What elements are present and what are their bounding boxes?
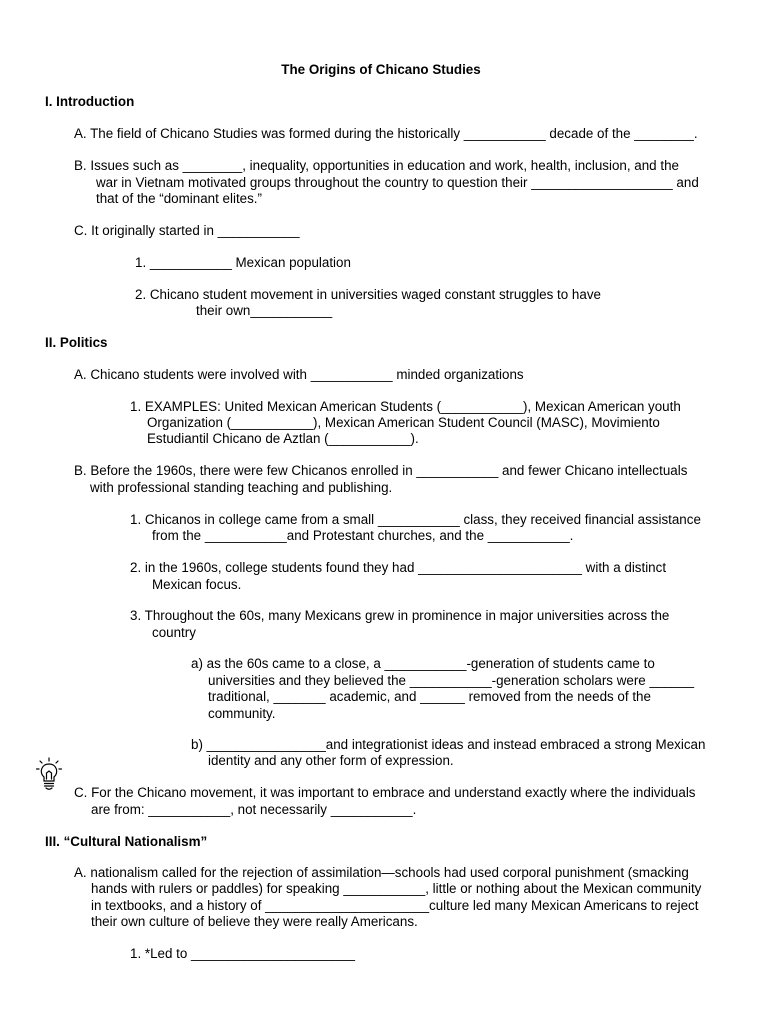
intro-item-c: C. It originally started in ___________: [74, 223, 300, 238]
intro-item-b-line3: that of the “dominant elites.”: [96, 191, 262, 206]
politics-item-b2-line2: Mexican focus.: [152, 577, 242, 592]
section-heading-cultural-nationalism: III. “Cultural Nationalism”: [45, 834, 208, 849]
politics-item-a1-line2: Organization (___________), Mexican American Student Council (MASC), Movimiento: [147, 415, 660, 430]
intro-item-c1: 1. ___________ Mexican population: [135, 255, 351, 270]
politics-item-b3b-line2: identity and any other form of expression.: [208, 753, 454, 768]
cultural-item-a-line1: A. nationalism called for the rejection of assimilation—schools had used corporal punishment (smacking: [74, 865, 689, 880]
politics-item-a1-line3: Estudiantil Chicano de Aztlan (___________).: [147, 431, 419, 446]
page-title: The Origins of Chicano Studies: [281, 62, 481, 77]
politics-item-b1-line2: from the ___________and Protestant churches, and the ___________.: [152, 528, 574, 543]
cultural-item-a1: 1. *Led to ______________________: [130, 946, 355, 961]
section-heading-introduction: I. Introduction: [45, 94, 135, 109]
politics-item-b3a-line3: traditional, _______ academic, and ______ removed from the needs of the: [208, 689, 651, 704]
politics-item-b2-line1: 2. in the 1960s, college students found they had ______________________ with a distinct: [130, 560, 667, 575]
cultural-item-a-line3: in textbooks, and a history of ______________________culture led many Mexican Americans to reject: [91, 898, 699, 913]
politics-item-b3-line2: country: [152, 625, 196, 640]
intro-item-b-line1: B. Issues such as ________, inequality, opportunities in education and work, health, inclusion, and the: [74, 158, 679, 173]
politics-item-b-line2: with professional standing teaching and publishing.: [90, 480, 393, 495]
politics-item-b1-line1: 1. Chicanos in college came from a small ___________ class, they received financial assistance: [130, 512, 701, 527]
intro-item-a: A. The field of Chicano Studies was formed during the historically ___________ decade of the ________.: [74, 126, 698, 141]
intro-item-c2-line1: 2. Chicano student movement in universities waged constant struggles to have: [135, 287, 601, 302]
intro-item-b-line2: war in Vietnam motivated groups throughout the country to question their ___________________ and: [96, 175, 699, 190]
politics-item-b3-line1: 3. Throughout the 60s, many Mexicans grew in prominence in major universities across the: [130, 608, 670, 623]
politics-item-c-line1: C. For the Chicano movement, it was important to embrace and understand exactly where the individuals: [74, 785, 696, 800]
politics-item-c-line2: are from: ___________, not necessarily ___________.: [91, 802, 417, 817]
lightbulb-icon: [36, 757, 62, 791]
politics-item-b3b-line1: b) ________________and integrationist ideas and instead embraced a strong Mexican: [191, 737, 706, 752]
politics-item-b3a-line4: community.: [208, 706, 276, 721]
section-heading-politics: II. Politics: [45, 335, 108, 350]
cultural-item-a-line2: hands with rulers or paddles) for speaking ___________, little or nothing about the Mexican community: [91, 881, 702, 896]
politics-item-a: A. Chicano students were involved with ___________ minded organizations: [74, 367, 524, 382]
politics-item-b3a-line1: a) as the 60s came to a close, a ___________-generation of students came to: [191, 656, 655, 671]
intro-item-c2-line2: their own___________: [196, 303, 333, 318]
politics-item-b-line1: B. Before the 1960s, there were few Chicanos enrolled in ___________ and fewer Chicano intellectuals: [74, 463, 688, 478]
politics-item-b3a-line2: universities and they believed the ___________-generation scholars were ______: [208, 673, 695, 688]
politics-item-a1-line1: 1. EXAMPLES: United Mexican American Students (___________), Mexican American youth: [130, 399, 681, 414]
cultural-item-a-line4: their own culture of believe they were really Americans.: [91, 914, 418, 929]
